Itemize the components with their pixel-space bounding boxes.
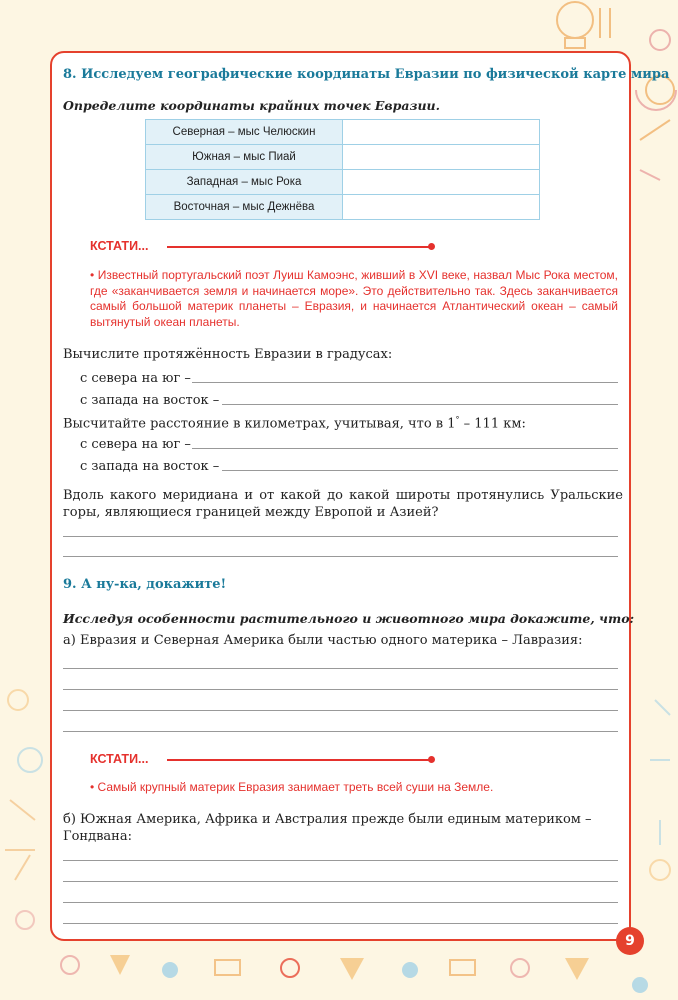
coordinate-cell[interactable] [343, 120, 540, 145]
kstati-divider [167, 246, 431, 248]
answer-line[interactable] [63, 923, 618, 924]
label-north-south: с севера на юг – [80, 371, 191, 386]
label-north-south: с севера на юг – [80, 437, 191, 452]
label-west-east: с запада на восток – [80, 393, 220, 408]
kstati-note: • Известный португальский поэт Луиш Камоэнс, живший в XVI веке, назвал Мыс Рока местом, где «заканчивается земля и начинается море». Это действительно так. Здесь заканчивается самый большой материк планеты – Евразия, и начинается Атлантический океан – самый вытянутый океан планеты. [90, 268, 618, 329]
answer-line[interactable] [63, 689, 618, 690]
answer-line[interactable] [222, 404, 618, 405]
table-row [146, 145, 540, 170]
question-kilometers-prefix: Высчитайте расстояние в километрах, учитывая, что в 1 [63, 416, 456, 432]
question-urals: Вдоль какого меридиана и от какой до какой широты протянулись Уральские горы, являющиеся границей между Европой и Азией? [63, 488, 623, 520]
page-number-badge: 9 [616, 927, 644, 955]
point-name: Восточная – мыс Дежнёва [146, 195, 343, 220]
task9-part-a: а) Евразия и Северная Америка были частью одного материка – Лавразия: [63, 633, 583, 648]
answer-line[interactable] [192, 448, 618, 449]
kstati-divider [167, 759, 431, 761]
question-kilometers-suffix: – 111 км: [459, 416, 526, 432]
table-row [146, 170, 540, 195]
answer-line[interactable] [63, 710, 618, 711]
coordinate-cell[interactable] [343, 195, 540, 220]
task9-instruction: Исследуя особенности растительного и животного мира докажите, что: [63, 611, 635, 626]
kstati-label: КСТАТИ... [90, 752, 149, 766]
point-name: Северная – мыс Челюскин [146, 120, 343, 145]
answer-line[interactable] [63, 881, 618, 882]
table-row [146, 195, 540, 220]
task9-title: 9. А ну-ка, докажите! [63, 577, 227, 592]
question-degrees: Вычислите протяжённость Евразии в градусах: [63, 347, 393, 362]
answer-line[interactable] [63, 668, 618, 669]
label-west-east: с запада на восток – [80, 459, 220, 474]
answer-line[interactable] [192, 382, 618, 383]
worksheet-card [50, 51, 670, 941]
task8-instruction: Определите координаты крайних точек Евразии. [63, 98, 440, 113]
coordinate-cell[interactable] [343, 145, 540, 170]
degree-sign: ° [455, 415, 460, 424]
point-name: Западная – мыс Рока [146, 170, 343, 195]
answer-line[interactable] [63, 536, 618, 537]
kstati-note: • Самый крупный материк Евразия занимает треть всей суши на Земле. [90, 780, 494, 794]
coordinates-table [145, 119, 540, 220]
coordinate-cell[interactable] [343, 170, 540, 195]
kstati-dot [428, 243, 435, 250]
point-name: Южная – мыс Пиай [146, 145, 343, 170]
table-row [146, 120, 540, 145]
answer-line[interactable] [63, 902, 618, 903]
task8-title: 8. Исследуем географические координаты Евразии по физической карте мира [63, 67, 670, 82]
question-kilometers [63, 415, 526, 431]
kstati-label: КСТАТИ... [90, 239, 149, 253]
kstati-dot [428, 756, 435, 763]
answer-line[interactable] [63, 731, 618, 732]
task9-part-b: б) Южная Америка, Африка и Австралия прежде были единым материком – Гондвана: [63, 812, 592, 844]
answer-line[interactable] [63, 556, 618, 557]
answer-line[interactable] [222, 470, 618, 471]
answer-line[interactable] [63, 860, 618, 861]
